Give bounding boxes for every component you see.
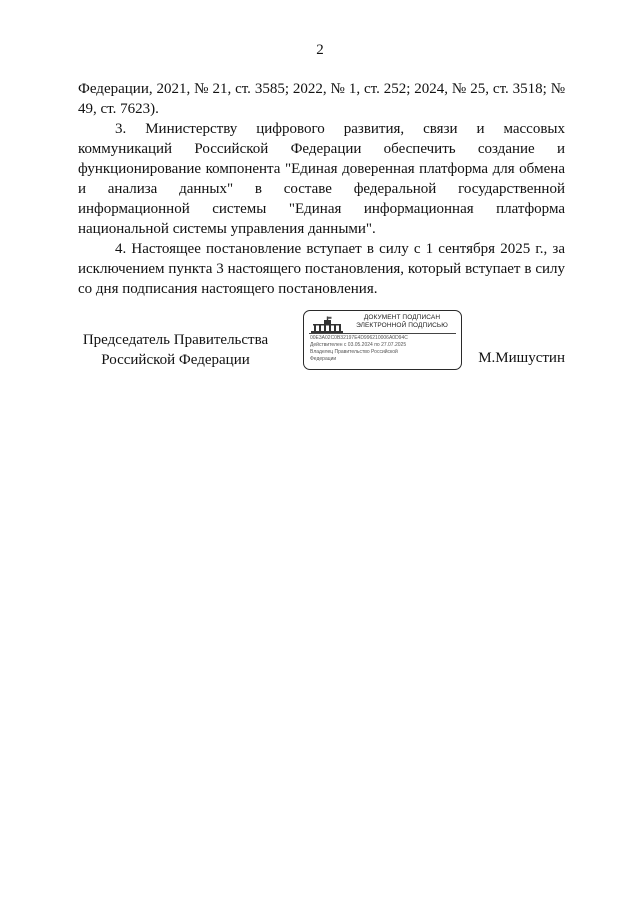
stamp-header bbox=[346, 314, 458, 330]
stamp-validity: Действителен с 03.05.2024 по 27.07.2025 bbox=[310, 342, 407, 348]
signer-name: М.Мишустин bbox=[478, 350, 565, 366]
electronic-signature-stamp bbox=[303, 310, 462, 370]
stamp-divider bbox=[309, 333, 456, 334]
stamp-owner-line1: Владелец Правительство Российской bbox=[310, 349, 398, 355]
signature-block bbox=[78, 310, 565, 380]
paragraph-item-3: 3. Министерству цифрового развития, связи и массовых коммуникаций Российской Федерации обеспечить создание и функционирование компонента "Единая доверенная платформа для обмена и анализа данных" в составе федеральной государственной информационной системы "Единая информационная платформа национальной системы управления данными". bbox=[78, 121, 565, 237]
signer-title-line2: Российской Федерации bbox=[101, 352, 250, 368]
signer-title bbox=[78, 330, 273, 370]
paragraph-continuation: Федерации, 2021, № 21, ст. 3585; 2022, № 1, ст. 252; 2024, № 25, ст. 3518; № 49, ст. 7623). bbox=[78, 81, 565, 117]
stamp-owner-line2: Федерации bbox=[310, 356, 337, 362]
government-building-icon bbox=[310, 316, 344, 334]
stamp-header-line1: ДОКУМЕНТ ПОДПИСАН bbox=[363, 314, 441, 321]
stamp-certificate: 00E3A02C0B32197E4D996210006A0D94C bbox=[310, 335, 408, 341]
paragraph-item-4: 4. Настоящее постановление вступает в силу с 1 сентября 2025 г., за исключением пункта 3 настоящего постановления, который вступает в силу со дня подписания настоящего постановления. bbox=[78, 241, 565, 297]
stamp-header-line2: ЭЛЕКТРОННОЙ ПОДПИСЬЮ bbox=[356, 322, 448, 329]
page-number: 2 bbox=[316, 42, 324, 58]
document-body bbox=[78, 79, 565, 299]
signer-title-line1: Председатель Правительства bbox=[82, 332, 269, 348]
stamp-details bbox=[310, 335, 458, 363]
